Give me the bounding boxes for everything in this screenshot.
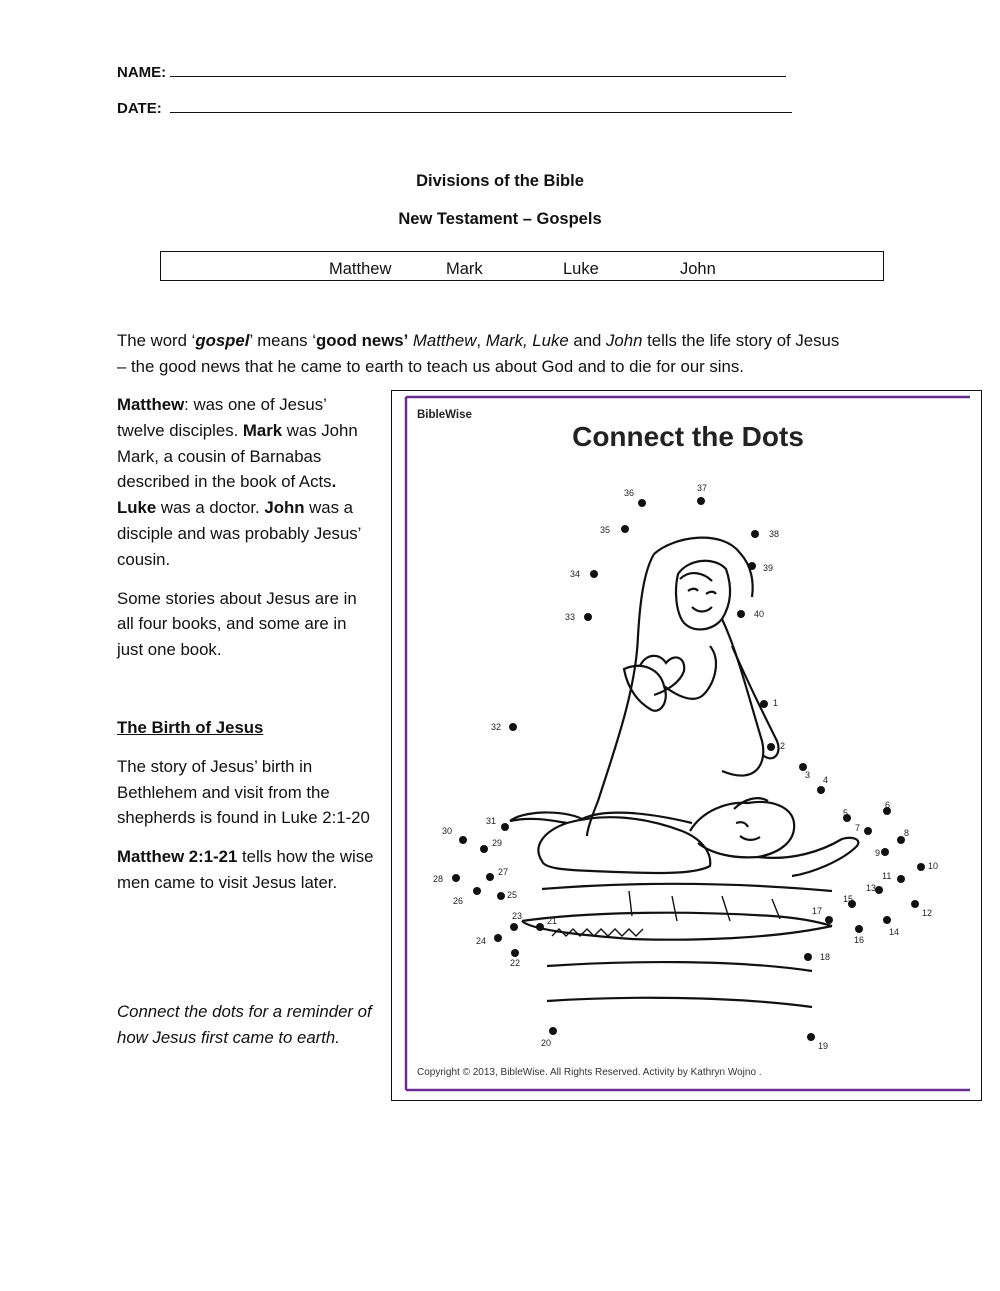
dot-27 xyxy=(486,873,494,881)
dot-11 xyxy=(897,875,905,883)
dot-21 xyxy=(536,923,544,931)
dot-label-30: 30 xyxy=(442,826,453,836)
period: . xyxy=(331,472,337,492)
dot-10 xyxy=(917,863,925,871)
dot-label-12: 12 xyxy=(922,908,933,918)
dot-label-23: 23 xyxy=(512,911,523,921)
dot-label-15: 15 xyxy=(843,894,854,904)
intro-matthew: Matthew xyxy=(408,331,477,350)
dot-label-28: 28 xyxy=(433,874,444,884)
dot-label-11: 11 xyxy=(882,871,892,881)
dot-label-20: 20 xyxy=(541,1038,552,1048)
dot-label-38: 38 xyxy=(769,529,780,539)
dot-label-19: 19 xyxy=(818,1041,829,1051)
date-field[interactable] xyxy=(117,98,792,117)
luke-text: was a doctor. xyxy=(156,498,265,518)
connect-instruction: Connect the dots for a reminder of how Jesus first came to earth. xyxy=(117,1002,372,1047)
intro-text: The word ‘ xyxy=(117,331,196,350)
dot-label-7: 7 xyxy=(855,823,861,833)
date-line[interactable] xyxy=(170,98,792,113)
dot-label-33: 33 xyxy=(565,612,576,622)
luke-bold: Luke xyxy=(117,498,157,518)
dot-12 xyxy=(911,900,919,908)
dot-label-18: 18 xyxy=(820,952,831,962)
stories-paragraph: Some stories about Jesus are in all four books, and some are in just one book. xyxy=(117,588,357,660)
dots-group xyxy=(452,497,925,1041)
dot-label-27: 27 xyxy=(498,867,509,877)
mark-bold: Mark xyxy=(242,420,283,440)
gospels-box xyxy=(160,251,884,281)
dot-28 xyxy=(452,874,460,882)
name-label: NAME: xyxy=(117,64,167,81)
dot-39 xyxy=(748,562,756,570)
gospel-john: John xyxy=(680,260,716,278)
dot-1 xyxy=(760,700,768,708)
dot-32 xyxy=(509,723,517,731)
dot-4 xyxy=(817,786,825,794)
dot-label-6: 6 xyxy=(885,800,891,810)
dot-33 xyxy=(584,613,592,621)
page-title: Divisions of the Bible xyxy=(416,172,584,190)
matthew-ref: Matthew 2:1-21 xyxy=(117,847,238,867)
intro-gospel: gospel xyxy=(195,331,250,350)
birth-paragraph: The story of Jesus’ birth in Bethlehem and visit from the shepherds is found in Luke 2:1-20 xyxy=(117,756,370,828)
intro-line-1 xyxy=(117,328,907,354)
intro-text: and xyxy=(568,331,607,350)
dot-label-1: 1 xyxy=(773,698,779,708)
dot-label-17: 17 xyxy=(812,906,823,916)
dot-14 xyxy=(883,916,891,924)
copyright-text: Copyright © 2013, BibleWise. All Rights Reserved. Activity by Kathryn Wojno . xyxy=(417,1067,762,1078)
dot-34 xyxy=(590,570,598,578)
dot-label-9: 9 xyxy=(875,848,881,858)
dot-31 xyxy=(501,823,509,831)
intro-good-news: good news’ xyxy=(315,331,409,350)
intro-mark-luke: Mark, Luke xyxy=(485,331,569,350)
dot-label-37: 37 xyxy=(697,483,708,493)
dot-13 xyxy=(875,886,883,894)
mark-text: was John Mark, a cousin of Barnabas described in the book of Acts xyxy=(117,420,358,492)
intro-paragraph xyxy=(117,328,907,380)
dot-26 xyxy=(473,887,481,895)
dot-labels xyxy=(433,483,938,1051)
dot-17 xyxy=(825,916,833,924)
dot-18 xyxy=(804,953,812,961)
connect-dots-svg xyxy=(392,391,981,1100)
gospel-mark: Mark xyxy=(446,260,483,278)
intro-text: , xyxy=(476,331,486,350)
dot-label-14: 14 xyxy=(889,927,900,937)
dot-label-26: 26 xyxy=(453,896,464,906)
dot-2 xyxy=(767,743,775,751)
dot-30 xyxy=(459,836,467,844)
matthew-bold: Matthew xyxy=(117,395,185,414)
matthew-ref-text: tells how the wise men came to visit Jesus later. xyxy=(117,847,374,892)
intro-john: John xyxy=(606,331,643,350)
gospel-matthew: Matthew xyxy=(329,260,392,278)
intro-text: ’ means ‘ xyxy=(249,331,316,350)
matthew-ref-paragraph xyxy=(117,844,377,896)
dot-16 xyxy=(855,925,863,933)
dot-label-3: 3 xyxy=(805,770,811,780)
name-field[interactable] xyxy=(117,62,786,81)
dot-7 xyxy=(864,827,872,835)
dot-label-16: 16 xyxy=(854,935,865,945)
picture-title: Connect the Dots xyxy=(572,421,804,452)
brand-text: BibleWise xyxy=(417,409,472,421)
dot-label-10: 10 xyxy=(928,861,939,871)
date-label: DATE: xyxy=(117,100,162,117)
dot-23 xyxy=(510,923,518,931)
birth-heading: The Birth of Jesus xyxy=(117,718,264,737)
john-bold: John xyxy=(264,498,305,518)
dot-38 xyxy=(751,530,759,538)
dot-9 xyxy=(881,848,889,856)
left-column xyxy=(117,392,377,663)
dot-label-34: 34 xyxy=(570,569,581,579)
dot-label-40: 40 xyxy=(754,609,765,619)
dot-label-31: 31 xyxy=(486,816,497,826)
intro-text: tells the life story of Jesus xyxy=(642,331,840,350)
dot-label-36: 36 xyxy=(624,488,635,498)
mary-drawing xyxy=(587,538,779,836)
gospel-luke: Luke xyxy=(563,260,599,278)
dot-label-29: 29 xyxy=(492,838,503,848)
dot-35 xyxy=(621,525,629,533)
dot-label-13: 13 xyxy=(866,883,877,893)
dot-36 xyxy=(638,499,646,507)
birth-section xyxy=(117,715,377,896)
dot-29 xyxy=(480,845,488,853)
dot-label-2: 2 xyxy=(780,741,786,751)
dot-label-22: 22 xyxy=(510,958,521,968)
dot-40 xyxy=(737,610,745,618)
connect-dots-picture xyxy=(391,390,982,1101)
dot-label-25: 25 xyxy=(507,890,518,900)
dot-label-21: 21 xyxy=(547,916,558,926)
dot-label-39: 39 xyxy=(763,563,774,573)
dot-label-5: 5 xyxy=(843,808,849,818)
intro-line-2: – the good news that he came to earth to teach us about God and to die for our sins. xyxy=(117,357,744,376)
dot-37 xyxy=(697,497,705,505)
dot-label-8: 8 xyxy=(904,828,910,838)
dot-label-35: 35 xyxy=(600,525,611,535)
dot-label-32: 32 xyxy=(491,722,502,732)
name-line[interactable] xyxy=(170,62,786,77)
dot-label-24: 24 xyxy=(476,936,487,946)
dot-22 xyxy=(511,949,519,957)
page-subtitle: New Testament – Gospels xyxy=(398,210,602,228)
dot-20 xyxy=(549,1027,557,1035)
dot-19 xyxy=(807,1033,815,1041)
john-text: was a disciple and was probably Jesus’ cousin. xyxy=(117,498,361,569)
dot-25 xyxy=(497,892,505,900)
authors-paragraph xyxy=(117,392,377,573)
dot-24 xyxy=(494,934,502,942)
matthew-text: : was one of Jesus’ twelve disciples. xyxy=(117,395,327,440)
dot-label-4: 4 xyxy=(823,775,829,785)
